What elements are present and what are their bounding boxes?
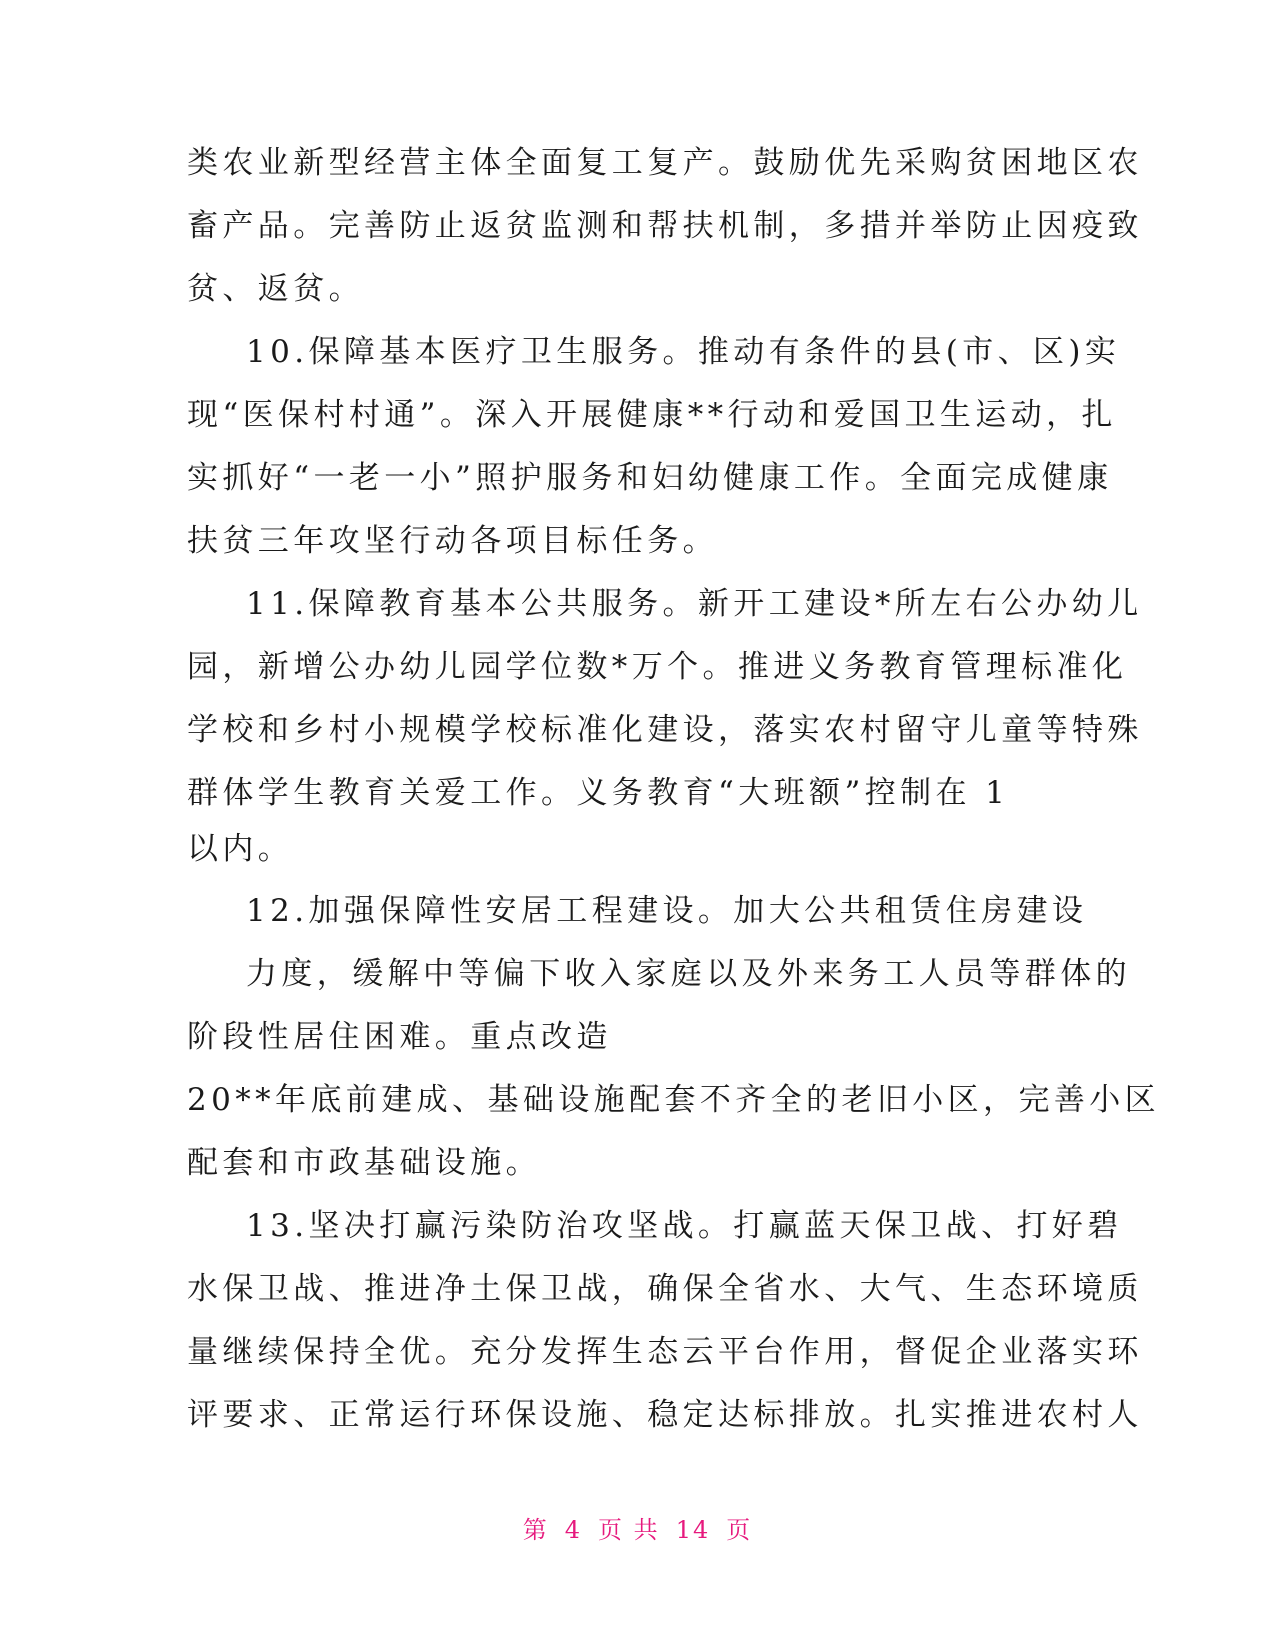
text-line: 现“医保村村通”。深入开展健康**行动和爱国卫生运动，扎 (187, 397, 1117, 433)
paragraph-heading-13: 13.坚决打赢污染防治攻坚战。打赢蓝天保卫战、打好碧 (246, 1208, 1123, 1244)
text-line: 阶段性居住困难。重点改造 (187, 1019, 612, 1055)
text-line: 水保卫战、推进净土保卫战，确保全省水、大气、生态环境质 (187, 1271, 1143, 1307)
text-line: 类农业新型经营主体全面复工复产。鼓励优先采购贫困地区农 (187, 145, 1143, 181)
text-line: 群体学生教育关爱工作。义务教育“大班额”控制在 1 (187, 775, 1010, 811)
text-line: 扶贫三年攻坚行动各项目标任务。 (187, 523, 718, 559)
paragraph-heading-10: 10.保障基本医疗卫生服务。推动有条件的县(市、区)实 (246, 334, 1121, 370)
text-line: 力度，缓解中等偏下收入家庭以及外来务工人员等群体的 (246, 956, 1131, 992)
text-line: 学校和乡村小规模学校标准化建设，落实农村留守儿童等特殊 (187, 712, 1143, 748)
text-line: 评要求、正常运行环保设施、稳定达标排放。扎实推进农村人 (187, 1397, 1143, 1433)
current-page-number: 4 (564, 1516, 583, 1544)
text-line: 实抓好“一老一小”照护服务和妇幼健康工作。全面完成健康 (187, 460, 1113, 496)
footer-prefix: 第 (522, 1516, 549, 1544)
paragraph-heading-11: 11.保障教育基本公共服务。新开工建设*所左右公办幼儿 (246, 586, 1143, 622)
text-line: 以内。 (187, 831, 294, 867)
footer-suffix: 页 (726, 1516, 753, 1544)
text-line: 量继续保持全优。充分发挥生态云平台作用，督促企业落实环 (187, 1334, 1143, 1370)
page-number-footer (0, 1510, 1275, 1545)
paragraph-heading-12: 12.加强保障性安居工程建设。加大公共租赁住房建设 (246, 893, 1088, 929)
text-line: 贫、返贫。 (187, 271, 364, 307)
text-line: 配套和市政基础设施。 (187, 1145, 541, 1181)
text-line: 20**年底前建成、基础设施配套不齐全的老旧小区，完善小区 (187, 1082, 1161, 1118)
text-line: 畜产品。完善防止返贫监测和帮扶机制，多措并举防止因疫致 (187, 208, 1143, 244)
footer-mid: 页 共 (598, 1516, 660, 1544)
total-page-count: 14 (675, 1516, 711, 1544)
text-line: 园，新增公办幼儿园学位数*万个。推进义务教育管理标准化 (187, 649, 1128, 685)
